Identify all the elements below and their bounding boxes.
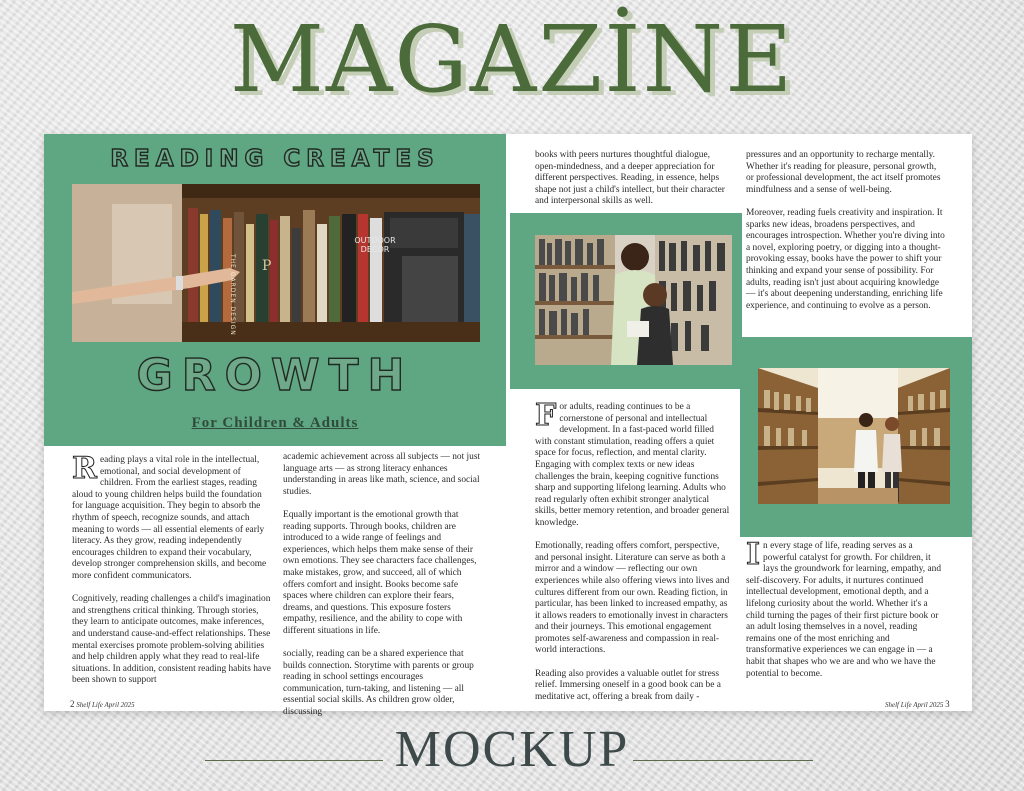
column-4-top bbox=[746, 150, 946, 324]
col3-para-top: books with peers nurtures thoughtful dialogue, open-mindedness, and a deeper appreciation for different perspectives. Reading, in essence, helps shape not just a child's intellect, but their character and interpersonal skills as well. bbox=[535, 150, 725, 207]
folio-left bbox=[70, 699, 135, 709]
col2-para-1: academic achievement across all subjects — not just language arts — as strong literacy enhances understanding in areas like math, science, and social studies. bbox=[283, 452, 481, 497]
col2-para-3: socially, reading can be a shared experience that builds connection. Storytime with parents or group reading in school settings encourages communication, turn-taking, and listening — all essential social skills. As children grow older, discussing bbox=[283, 649, 474, 718]
book-spine-garden: THE GARDEN DESIGN bbox=[229, 254, 236, 336]
col3-para-1: For adults, reading continues to be a cornerstone of personal and intellectual development. In a fast-paced world filled with constant stimulation, reading offers a quiet space for focus, reflection, and mental clarity. Engaging with complex texts or new ideas challenges the brain, keeping cognitive functions sharp and supporting lifelong learning. Adults who read regularly often exhibit stronger analytical skills, better memory retention, and broader general knowledge. bbox=[535, 398, 730, 528]
headline-top: READING CREATES bbox=[110, 146, 440, 172]
photo-library-people bbox=[758, 368, 950, 504]
col4-para-1: pressures and an opportunity to recharge mentally. Whether it's reading for pleasure, personal growth, or professional development, the act itself promotes mindfulness and a sense of well-being. bbox=[746, 150, 941, 195]
page-number-right: 3 bbox=[945, 699, 950, 709]
rule-right bbox=[633, 760, 813, 761]
hero-photo bbox=[72, 184, 480, 342]
col4-para-2: Moreover, reading fuels creativity and inspiration. It sparks new ideas, broadens perspectives, and encourages introspection. Whether you're diving into a novel, exploring poetry, or digging into a thought-provoking essay, books have the power to shift your thinking and expand your sense of possibility. For adults, reading isn't just about acquiring knowledge — it's about deepening understanding, enriching life experience, and continuing to evolve as a person. bbox=[746, 207, 945, 311]
mockup-title: MOCKUP bbox=[394, 721, 630, 778]
photo-mother-child bbox=[535, 235, 732, 365]
book-spine-outdoor: OUTDOOR DECOR bbox=[354, 236, 396, 254]
column-3-bottom bbox=[535, 398, 732, 715]
dropcap-i: I bbox=[746, 537, 761, 572]
dropcap-f: F bbox=[535, 398, 557, 433]
headline-main: GROWTH bbox=[136, 350, 414, 401]
column-4-bottom bbox=[746, 537, 946, 692]
col2-para-2: Equally important is the emotional growth that reading supports. Through books, children are introduced to a wide range of feelings and experiences, which helps them make sense of their own emotions. They see characters face challenges, make mistakes, grow, and succeed, all of which offers comfort and insight. Books become safe spaces where children can explore their fears, dreams, and questions. This exposure fosters empathy, resilience, and the ability to cope with different situations in life. bbox=[283, 509, 477, 636]
folio-right bbox=[885, 699, 950, 709]
folio-right-text: Shelf Life April 2025 bbox=[885, 701, 944, 709]
subheadline: For Children & Adults bbox=[191, 415, 359, 431]
dropcap-r: R bbox=[72, 451, 97, 486]
col3-para-3: Reading also provides a valuable outlet for stress relief. Immersing oneself in a good book can be a meditative act, offering a break from daily - bbox=[535, 668, 721, 702]
masthead-title: MAGAZİNE bbox=[229, 6, 795, 113]
folio-left-text: Shelf Life April 2025 bbox=[76, 701, 135, 709]
col3-para-2: Emotionally, reading offers comfort, perspective, and personal insight. Literature can serve as both a mirror and a window — reflecting our own experiences while also offering views into lives and cultures different from our own. Reading fiction, in particular, has been linked to increased empathy, as it allows readers to emotionally invest in characters and their journeys. This emotional engagement promotes self-awareness and compassion in real-world interactions. bbox=[535, 541, 730, 656]
col4-para-3: In every stage of life, reading serves as a powerful catalyst for growth. For children, it lays the groundwork for learning, empathy, and self-discovery. For adults, it nurtures continued intellectual development, emotional depth, and a lifelong curiosity about the world. Whether it's a child turning the pages of their first picture book or an adult losing themselves in a novel, reading remains one of the most enriching and transformative experiences we can engage in — a habit that shapes who we are and who we have the potential to become. bbox=[746, 537, 942, 679]
col1-para-2: Cognitively, reading challenges a child's imagination and strengthens critical thinking. Through stories, they learn to anticipate outcomes, make inferences, and understand cause-and-effect relationships. These mental exercises promote problem-solving abilities and help children apply what they read to real-life situations. In addition, consistent reading habits have been shown to support bbox=[72, 594, 271, 686]
book-spine-p: P bbox=[262, 258, 272, 274]
column-3-top bbox=[535, 150, 730, 220]
page-number-left: 2 bbox=[70, 699, 75, 709]
column-1 bbox=[72, 451, 272, 698]
col1-para-1: Reading plays a vital role in the intellectual, emotional, and social development of children. From the earliest stages, reading aloud to young children helps build the foundation for language acquisition. They begin to absorb the rhythm of speech, recognize sounds, and attach meaning to words — all essential elements of early literacy. As they grow, reading independently encourages children to expand their vocabulary, develop stronger comprehension skills, and become more confident communicators. bbox=[72, 451, 267, 581]
column-2 bbox=[283, 452, 483, 730]
